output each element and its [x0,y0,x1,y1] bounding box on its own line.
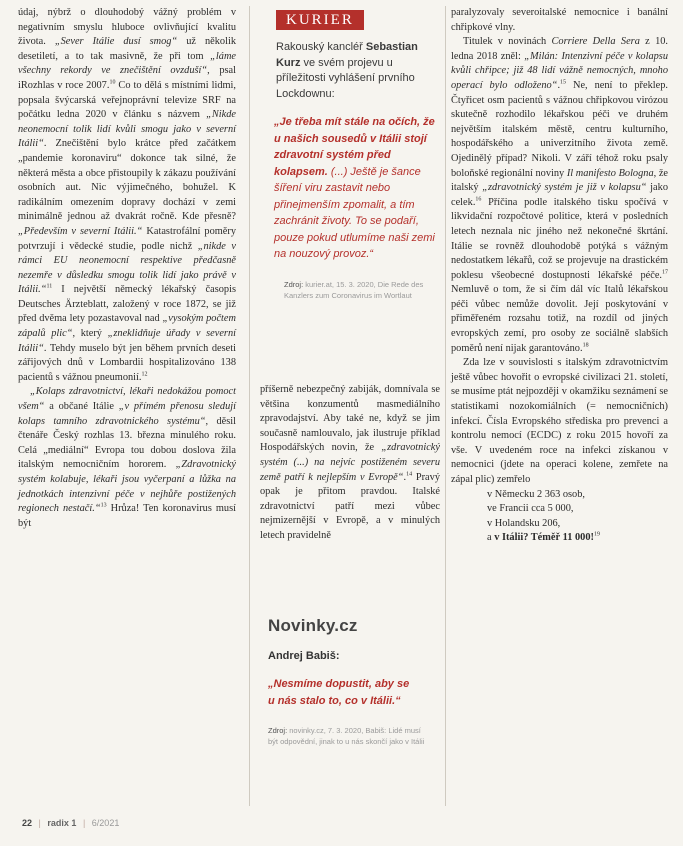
column-divider [249,6,250,806]
kurier-logo: KURIER [276,10,364,30]
quoted-text: „Nikde neonemocní tolik lidí kvůli smogu jako v severní Itálii“ [18,109,236,150]
intro-text-end: ve svém projevu u příležitosti vyhlášení prvního Lockdownu: [276,56,415,100]
footnote-ref: 10 [109,79,116,86]
page-number: 22 [22,818,33,828]
source-text: novinky.cz, 7. 3. 2020, Babiš: Lidé musí být odpovědní, jinak to u nás skončí jako v Itálii [268,726,425,746]
footnote-ref: 13 [100,502,107,509]
list-prefix: a [487,532,495,544]
kurier-quote [274,114,440,263]
footnote-ref: 18 [582,342,589,349]
novinky-quote-box [268,616,440,747]
quoted-text: „zneklidňuje úřady v severní Itálii“ [18,328,236,354]
text-run: Katastrofální poměry potvrzují i vědecké studie, podle nichž [18,225,236,252]
source-label: Zdroj: [284,279,304,289]
article-column-1 [18,6,236,531]
article-column-3 [451,6,668,546]
quoted-text: „Milán: Intenzivní péče v kolapsu kvůli chřipce; již 48 lidí vážně nemocných, mnoho operací bylo odloženo“ [451,50,668,91]
footnote-ref: 11 [46,283,53,290]
quoted-text: „zdravotnický systém (...) na nejvíc postiženém severu země patří k nejlepším v Evropě“ [260,442,440,483]
text-run: údaj, nýbrž o dlouhodobý vážný problém v negativním smyslu hluboce ovlivňující kvalitu života. [18,7,236,48]
text-run: Zda lze v souvislosti s italským zdravotnictvím ještě vůbec hovořit o evropské civilizaci 21. století, se musíme ptát nejpozději v okamžiku seznámení se statistikami nozokomiálních (= nemocničních) infekcí. Čísla Evropského střediska pro prevenci a kontrolu nemocí (ECDC) z roku 2015 hovoří za vše. V uvedeném roce na infekci získanou v nemocnici (jdete na operaci kolene, zemřete na zápal plic) zemřelo [451,357,668,485]
quoted-text: „láme všechny rekordy ve znečištění ovzduší“ [18,50,236,77]
source-label: Zdroj: [268,726,288,735]
quoted-text: Il manifesto Bologna [566,167,654,179]
kurier-source [284,279,434,301]
text-run: , který [72,328,108,340]
quote-bold: „Je třeba mít stále na očích, že u našich sousedů v Itálii stojí zdravotní systém před kolapsem. [274,116,435,178]
text-run: , že italský [451,167,668,194]
text-run: Co to dělá s místními lidmi, popsala švýcarská veřejnoprávní televize SRF na počátku ledna 2020 v článku s názvem [18,79,236,121]
text-run: paralyzovaly severoitalské nemocnice i banální chřipkové vlny. [451,7,668,33]
list-item: v Holandsku 206, [487,517,561,529]
text-run: , psal iRozhlas v roce 2007. [18,65,236,91]
page-footer [22,818,119,828]
footer-separator: | [38,818,41,828]
text-run: I největší německý lékařský časopis Deutsches Ärzteblatt, založený v roce 1872, se již před dvěma lety pozastavoval nad [18,284,236,325]
quote-rest: (...) Ještě je šance šíření viru zastavit nebo přinejmenším zpomalit, a tím zachránit životy. To se podaří, pouze pokud utlumíme naši zemi na nouzový provoz.“ [274,165,435,260]
intro-text: Rakouský kancléř [276,41,366,53]
paragraph [451,356,668,487]
kurier-quote-box [260,10,440,301]
novinky-logo: Novinky.cz [268,616,358,635]
quoted-text: „Kolaps zdravotnictví, lékaři nedokážou pomoct všem“ [18,386,236,413]
footnote-ref: 15 [560,79,567,86]
footnote-ref: 16 [475,196,482,203]
speaker-name: Sebastian Kurz [276,41,418,69]
list-emphasis: v Itálii? Téměř 11 000! [494,532,594,544]
quoted-text: Corriere Della Sera [551,36,640,48]
novinky-quote: „Nesmíme dopustit, aby se u nás stalo to, co v Itálii.“ [268,678,410,707]
text-run: Příčina podle italského tisku spočívá v likvidační rozpočtové politice, která v posledních letech neznala nic jiného než nekonečné škrtání. Itálie se rovněž dlouhodobě potýká s vážným nedostatkem lékařů, což se projevuje na drastickém poklesu všeobecné dostupnosti lékařské péče. [451,196,668,281]
list-item: ve Francii cca 5 000, [487,503,574,515]
quoted-text: „zdravotnický systém je již v kolapsu“ [482,182,647,194]
footer-separator: | [82,818,86,828]
text-run: Pravý opak je přitom pravdou. Italské zdravotnictví patří mezi vůbec nejmizernější v Evropě, a v minulých letech pravidelně [260,471,440,541]
paragraph [18,6,236,385]
footnote-ref: 19 [593,531,600,538]
text-run: Hrůza! Ten koronavirus musí být [18,503,236,529]
paragraph [451,35,668,356]
text-run: . [557,79,561,91]
text-run: a občané Itálie [44,401,119,413]
text-run: Titulek v novinách [463,36,552,48]
text-run: jako celek. [451,182,668,208]
quoted-text: „Především v severní Itálii.“ [18,225,143,237]
list-item-final [451,531,668,546]
article-column-2 [260,383,440,544]
quoted-text: „Zdravotnický systém kolabuje, lékaři jsou vyčerpaní a lůžka na jednotkách intenzivní péče v nejhůře postižených regionech nestačí.“ [18,459,236,515]
text-run: , děsil čtenáře Český rozhlas 13. března minulého roku. Celá „mediální“ Evropa tou dobou doslova žila italským nemocničním hororem. [18,415,236,471]
text-run: . Tehdy muselo být jen během prvních deseti zářijových dnů v Lombardii hospitalizováno 138 pacientů s vážnou pneumonií. [18,342,236,383]
quoted-text: „nikde v rámci EU neonemocní respektive předčasně nezemře v důsledku smogu tolik lidí jako právě v Itálii.“ [18,240,236,296]
text-run: příšerně nebezpečný zabiják, domnívala se většina konzumentů masmediálního zpravodajství. Aby také ne, když se jim současně namlouvalo, jak ilustruje příklad Hospodářských novin, že [260,384,440,454]
magazine-name: radix 1 [47,818,77,828]
text-run: . [403,471,407,483]
paragraph [260,383,440,544]
source-text: kurier.at, 15. 3. 2020, Die Rede des Kanzlers zum Coronavirus im Wortlaut [284,279,424,300]
paragraph [18,385,236,531]
text-run: Ne, není to překlep. Čtyřicet osm pacientů s vážnou chřipkovou virózou skutečně rozhodilo lékařskou péči ve druhém největším italském městě, centru kulturního, hospodářského a univerzitního života země. Ojedinělý případ? Nikoli. V září téhož roku psaly boloňské regionální noviny [451,79,668,179]
quote-author: Andrej Babiš: [268,650,340,662]
text-run: už několik desetiletí, a to tak masivně, že při tom [18,36,236,62]
footnote-ref: 12 [141,371,148,378]
quoted-text: „Sever Itálie dusí smog“ [54,36,178,48]
issue-number: 6/2021 [91,818,120,828]
quoted-text: „vysokým počtem zápalů plic“ [18,313,236,340]
footnote-ref: 17 [662,269,668,276]
kurier-intro [276,40,436,102]
list-item: v Německu 2 363 osob, [487,488,585,500]
text-run: z 10. ledna 2018 zněl: [451,36,668,62]
footnote-ref: 14 [406,471,413,478]
novinky-source [268,725,428,747]
column-divider [445,6,446,806]
text-run: Nemluvě o tom, že si čím dál víc Italů lékařskou péči vůbec nemůže dovolit. Její poskytování v přiměřeném rozsahu totiž, na rozdíl od jiných evropských zemí, pro osoby ze sociálně slabších poměrů není nijak garantováno. [451,284,668,354]
quoted-text: „v přímém přenosu sledují kolaps tamního zdravotnického systému“ [18,401,236,427]
paragraph [451,6,668,35]
text-run: . Znečištění bylo krátce před začátkem „pandemie koronaviru“ dokonce tak silné, že některá města a obce přistoupily k zákazu používání osobních aut. Nic výjimečného, bohužel. K radikálním omezením dopravy dochází v zemi minimálně jednou až dvakrát ročně. Kde přesně? [18,138,236,223]
